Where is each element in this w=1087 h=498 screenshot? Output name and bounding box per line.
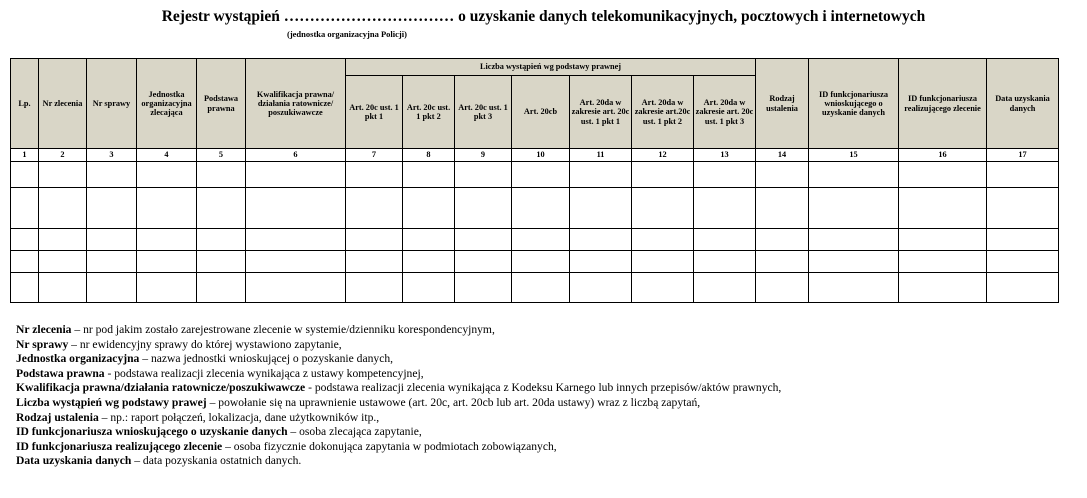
table-row	[11, 251, 1059, 273]
column-number: 9	[455, 149, 512, 162]
table-cell[interactable]	[403, 188, 455, 229]
table-cell[interactable]	[570, 162, 632, 188]
table-cell[interactable]	[512, 229, 570, 251]
table-cell[interactable]	[87, 229, 137, 251]
table-cell[interactable]	[987, 162, 1059, 188]
group-header: Liczba wystąpień wg podstawy prawnej	[346, 59, 756, 76]
table-cell[interactable]	[87, 162, 137, 188]
register-table	[10, 58, 1059, 303]
table-cell[interactable]	[87, 273, 137, 303]
table-cell[interactable]	[809, 251, 899, 273]
col-header-8: Art. 20c ust. 1 pkt 2	[403, 76, 455, 149]
table-cell[interactable]	[694, 273, 756, 303]
title-left: Rejestr wystąpień	[161, 8, 280, 25]
legend	[16, 323, 781, 469]
table-cell[interactable]	[809, 188, 899, 229]
table-cell[interactable]	[809, 162, 899, 188]
table-cell[interactable]	[11, 273, 39, 303]
column-number: 5	[197, 149, 246, 162]
table-cell[interactable]	[570, 188, 632, 229]
legend-item: Nr zlecenia – nr pod jakim zostało zarejestrowane zlecenie w systemie/dzienniku korespondencyjnym,	[16, 323, 495, 336]
legend-item: Jednostka organizacyjna – nazwa jednostki wnioskującej o pozyskanie danych,	[16, 352, 394, 366]
column-number-row	[11, 149, 1059, 162]
table-cell[interactable]	[197, 188, 246, 229]
document-title	[0, 8, 1087, 26]
table-cell[interactable]	[756, 251, 809, 273]
table-cell[interactable]	[346, 188, 403, 229]
legend-item: ID funkcjonariusza realizującego zlecenie – osoba fizycznie dokonująca zapytania w podmiotach zobowiązanych,	[16, 439, 557, 453]
table-cell[interactable]	[899, 251, 987, 273]
table-cell[interactable]	[197, 251, 246, 273]
table-cell[interactable]	[346, 251, 403, 273]
table-cell[interactable]	[403, 251, 455, 273]
table-cell[interactable]	[197, 273, 246, 303]
table-cell[interactable]	[694, 188, 756, 229]
column-number: 13	[694, 149, 756, 162]
table-cell[interactable]	[403, 229, 455, 251]
table-cell[interactable]	[246, 273, 346, 303]
table-cell[interactable]	[694, 162, 756, 188]
legend-item: Podstawa prawna - podstawa realizacji zlecenia wynikająca z ustawy kompetencyjnej,	[16, 366, 424, 380]
table-cell[interactable]	[632, 162, 694, 188]
col-header-9: Art. 20c ust. 1 pkt 3	[455, 76, 512, 149]
title-dots: ……………………………	[283, 8, 455, 25]
column-number: 17	[987, 149, 1059, 162]
table-cell[interactable]	[39, 229, 87, 251]
table-cell[interactable]	[632, 273, 694, 303]
table-cell[interactable]	[899, 162, 987, 188]
table-cell[interactable]	[632, 229, 694, 251]
table-cell[interactable]	[694, 229, 756, 251]
column-number: 1	[11, 149, 39, 162]
table-cell[interactable]	[570, 251, 632, 273]
table-cell[interactable]	[137, 162, 197, 188]
table-cell[interactable]	[11, 251, 39, 273]
table-cell[interactable]	[987, 188, 1059, 229]
table-row	[11, 229, 1059, 251]
column-number: 14	[756, 149, 809, 162]
column-number: 4	[137, 149, 197, 162]
column-number: 8	[403, 149, 455, 162]
col-header-4: Jednostka organizacyjna zlecająca	[137, 59, 197, 149]
column-number: 15	[809, 149, 899, 162]
table-cell[interactable]	[246, 188, 346, 229]
table-cell[interactable]	[403, 273, 455, 303]
col-header-6: Kwalifikacja prawna/ działania ratownicze/ poszukiwawcze	[246, 59, 346, 149]
column-number: 7	[346, 149, 403, 162]
table-cell[interactable]	[512, 162, 570, 188]
column-number: 11	[570, 149, 632, 162]
table-cell[interactable]	[987, 251, 1059, 273]
column-number: 16	[899, 149, 987, 162]
table-cell[interactable]	[346, 162, 403, 188]
col-header-15: ID funkcjonariusza wnioskującego o uzyskanie danych	[809, 59, 899, 149]
col-header-17: Data uzyskania danych	[987, 59, 1059, 149]
table-cell[interactable]	[39, 162, 87, 188]
table-cell[interactable]	[137, 229, 197, 251]
table-cell[interactable]	[39, 251, 87, 273]
legend-item: Liczba wystąpień wg podstawy prawej – powołanie się na uprawnienie ustawowe (art. 20c, art. 20cb lub art. 20da ustawy) wraz z liczbą zapytań,	[16, 395, 701, 409]
document-subtitle: (jednostka organizacyjna Policji)	[287, 29, 407, 39]
column-number: 6	[246, 149, 346, 162]
table-cell[interactable]	[570, 229, 632, 251]
legend-item: ID funkcjonariusza wnioskującego o uzyskanie danych – osoba zlecająca zapytanie,	[16, 425, 422, 439]
col-header-1: Lp.	[11, 59, 39, 149]
col-header-7: Art. 20c ust. 1 pkt 1	[346, 76, 403, 149]
table-cell[interactable]	[403, 162, 455, 188]
table-cell[interactable]	[987, 273, 1059, 303]
table-cell[interactable]	[455, 273, 512, 303]
table-cell[interactable]	[137, 273, 197, 303]
col-header-12: Art. 20da w zakresie art.20c ust. 1 pkt 2	[632, 76, 694, 149]
table-cell[interactable]	[11, 162, 39, 188]
table-cell[interactable]	[11, 229, 39, 251]
col-header-14: Rodzaj ustalenia	[756, 59, 809, 149]
table-cell[interactable]	[756, 162, 809, 188]
table-cell[interactable]	[899, 229, 987, 251]
table-cell[interactable]	[455, 188, 512, 229]
table-cell[interactable]	[632, 188, 694, 229]
table-cell[interactable]	[455, 229, 512, 251]
table-cell[interactable]	[39, 188, 87, 229]
col-header-2: Nr zlecenia	[39, 59, 87, 149]
table-row	[11, 188, 1059, 229]
col-header-11: Art. 20da w zakresie art. 20c ust. 1 pkt 1	[570, 76, 632, 149]
column-number: 3	[87, 149, 137, 162]
table-cell[interactable]	[809, 229, 899, 251]
table-cell[interactable]	[39, 273, 87, 303]
table-cell[interactable]	[512, 251, 570, 273]
table-cell[interactable]	[87, 251, 137, 273]
column-number: 12	[632, 149, 694, 162]
table-cell[interactable]	[899, 273, 987, 303]
column-number: 2	[39, 149, 87, 162]
table-cell[interactable]	[899, 188, 987, 229]
legend-item: Nr sprawy – nr ewidencyjny sprawy do której wystawiono zapytanie,	[16, 337, 342, 351]
col-header-13: Art. 20da w zakresie art. 20c ust. 1 pkt 3	[694, 76, 756, 149]
col-header-16: ID funkcjonariusza realizującego zlecenie	[899, 59, 987, 149]
table-cell[interactable]	[987, 229, 1059, 251]
table-cell[interactable]	[632, 251, 694, 273]
col-header-10: Art. 20cb	[512, 76, 570, 149]
table-cell[interactable]	[246, 162, 346, 188]
table-cell[interactable]	[756, 188, 809, 229]
table-cell[interactable]	[570, 273, 632, 303]
table-cell[interactable]	[137, 251, 197, 273]
table-row	[11, 273, 1059, 303]
table-cell[interactable]	[87, 188, 137, 229]
table-cell[interactable]	[756, 273, 809, 303]
table-cell[interactable]	[137, 188, 197, 229]
table-cell[interactable]	[246, 251, 346, 273]
table-cell[interactable]	[346, 273, 403, 303]
table-cell[interactable]	[809, 273, 899, 303]
table-cell[interactable]	[197, 229, 246, 251]
legend-item: Data uzyskania danych – data pozyskania ostatnich danych.	[16, 454, 302, 468]
table-cell[interactable]	[11, 188, 39, 229]
table-cell[interactable]	[346, 229, 403, 251]
table-cell[interactable]	[246, 229, 346, 251]
col-header-5: Podstawa prawna	[197, 59, 246, 149]
table-cell[interactable]	[455, 162, 512, 188]
legend-item: Kwalifikacja prawna/działania ratownicze/poszukiwawcze - podstawa realizacji zlecenia wynikająca z Kodeksu Karnego lub innych przepisów/aktów prawnych,	[16, 381, 782, 395]
table-row	[11, 162, 1059, 188]
col-header-3: Nr sprawy	[87, 59, 137, 149]
title-right: o uzyskanie danych telekomunikacyjnych, pocztowych i internetowych	[458, 8, 926, 25]
column-number: 10	[512, 149, 570, 162]
table-cell[interactable]	[756, 229, 809, 251]
legend-item: Rodzaj ustalenia – np.: raport połączeń, lokalizacja, dane użytkowników itp.,	[16, 410, 380, 424]
table-cell[interactable]	[512, 188, 570, 229]
table-cell[interactable]	[694, 251, 756, 273]
table-cell[interactable]	[512, 273, 570, 303]
table-cell[interactable]	[455, 251, 512, 273]
table-cell[interactable]	[197, 162, 246, 188]
